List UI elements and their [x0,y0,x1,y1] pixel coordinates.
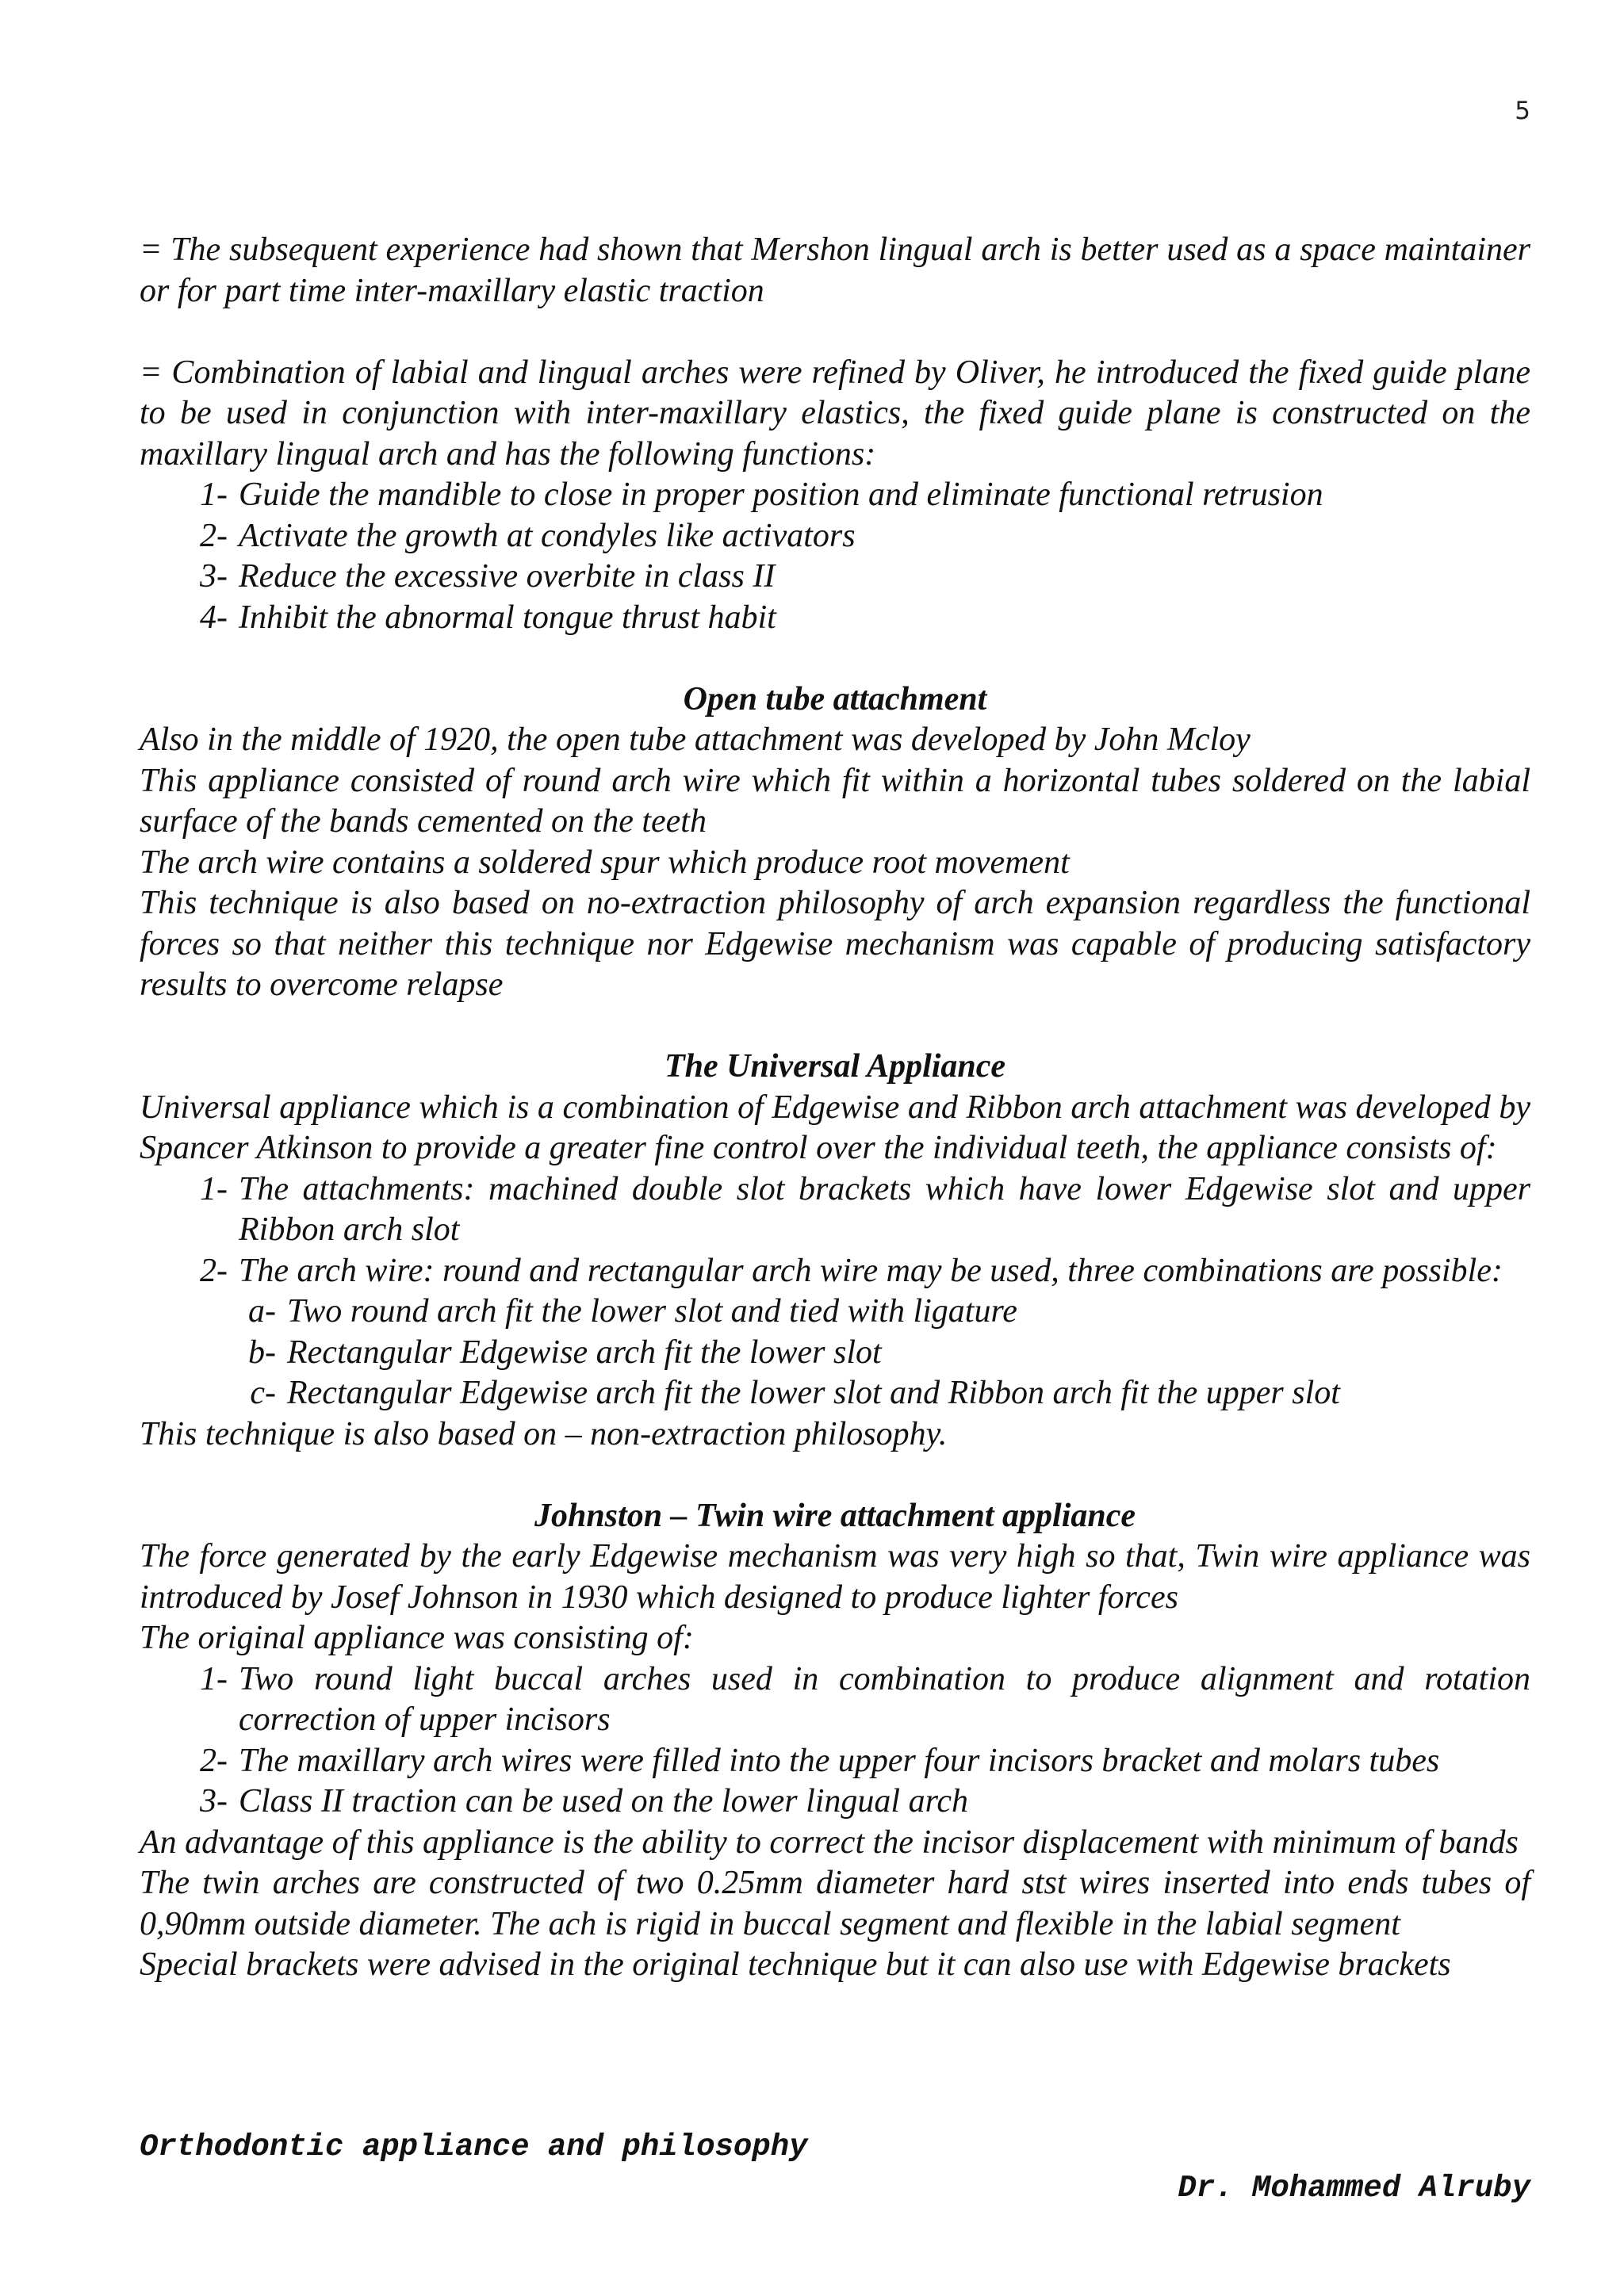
list-item [140,557,1530,598]
heading-open-tube: Open tube attachment [683,680,987,718]
list-item-text: The arch wire: round and rectangular arch wire may be used, three combinations are possible: [239,1252,1503,1289]
spacer [140,638,1530,679]
list-item-text: Two round light buccal arches used in combination to produce alignment and rotation correction of upper incisors [239,1660,1530,1738]
functions-list [140,475,1530,638]
list-item [140,1251,1530,1292]
list-item-number: 2- [200,517,228,554]
list-item [140,516,1530,557]
paragraph-universal-intro: Universal appliance which is a combination of Edgewise and Ribbon arch attachment was developed by Spancer Atkinson to provide a greater fine control over the individual teeth, the appliance consists of: [140,1089,1530,1166]
list-item-number: 2- [200,1742,228,1779]
paragraph-johnston-special: Special brackets were advised in the original technique but it can also use with Edgewise brackets [140,1946,1451,1983]
spacer [140,1006,1530,1047]
list-item-text: Inhibit the abnormal tongue thrust habit [239,599,776,636]
spacer [140,312,1530,353]
sub-list-item-text: Rectangular Edgewise arch fit the lower slot and Ribbon arch fit the upper slot [287,1375,1340,1411]
sub-list-item-letter: a- [248,1293,276,1330]
paragraph-universal-closing: This technique is also based on – non-extraction philosophy. [140,1415,948,1452]
list-item [140,1741,1530,1782]
list-item-number: 2- [200,1252,228,1289]
page-number: 5 [1515,97,1530,125]
sub-list-item [140,1292,1530,1333]
sub-list-item [140,1333,1530,1374]
heading-universal: The Universal Appliance [664,1048,1006,1085]
list-item [140,1169,1530,1251]
list-item [140,1781,1530,1823]
paragraph-johnston-advantage: An advantage of this appliance is the ability to correct the incisor displacement with minimum of bands [140,1823,1519,1861]
list-item-text: Class II traction can be used on the lower lingual arch [239,1783,969,1820]
list-item-number: 3- [200,558,228,595]
footer-author: Dr. Mohammed Alruby [1178,2171,1530,2206]
paragraph-johnston-intro: The force generated by the early Edgewise mechanism was very high so that, Twin wire appliance was introduced by Josef Johnson in 1930 which designed to produce lighter forces [140,1538,1530,1616]
list-item-text: The attachments: machined double slot brackets which have lower Edgewise slot and upper Ribbon arch slot [239,1170,1530,1248]
list-item-number: 4- [200,599,228,636]
list-item-text: Guide the mandible to close in proper position and eliminate functional retrusion [239,476,1323,513]
universal-list [140,1169,1530,1414]
list-item-number: 1- [200,1170,228,1207]
sub-list-item-letter: b- [248,1334,276,1371]
paragraph-johnston-twin-arches: The twin arches are constructed of two 0.25mm diameter hard stst wires inserted into ends tubes of 0,90mm outside diameter. The ach is rigid in buccal segment and flexible in the labial segment [140,1865,1530,1942]
list-item [140,598,1530,639]
spacer [140,1455,1530,1496]
footer-title: Orthodontic appliance and philosophy [140,2130,808,2164]
list-item [140,475,1530,516]
document-body [140,230,1530,1986]
list-item-number: 1- [200,1660,228,1697]
list-item-text: The maxillary arch wires were filled into the upper four incisors bracket and molars tubes [239,1742,1440,1779]
paragraph-mershon: = The subsequent experience had shown that Mershon lingual arch is better used as a space maintainer or for part time inter-maxillary elastic traction [140,232,1530,309]
list-item [140,1659,1530,1741]
sub-list-item-text: Two round arch fit the lower slot and tied with ligature [287,1293,1017,1330]
paragraph-open-tube-2: This appliance consisted of round arch wire which fit within a horizontal tubes soldered on the labial surface of the bands cemented on the teeth [140,762,1530,840]
paragraph-johnston-list-intro: The original appliance was consisting of: [140,1620,694,1656]
heading-johnston: Johnston – Twin wire attachment appliance [534,1497,1136,1534]
paragraph-oliver: = Combination of labial and lingual arches were refined by Oliver, he introduced the fixed guide plane to be used in conjunction with inter-maxillary elastics, the fixed guide plane is constructed on the maxillary lingual arch and has the following functions: [140,354,1530,473]
paragraph-open-tube-1: Also in the middle of 1920, the open tube attachment was developed by John Mcloy [140,721,1251,758]
paragraph-open-tube-3: The arch wire contains a soldered spur which produce root movement [140,844,1070,881]
sub-list-item [140,1373,1530,1414]
paragraph-open-tube-4: This technique is also based on no-extraction philosophy of arch expansion regardless the functional forces so that neither this technique nor Edgewise mechanism was capable of producing satisfactory results to overcome relapse [140,885,1530,1003]
sub-list-item-letter: c- [250,1375,276,1411]
list-item-text: Reduce the excessive overbite in class II [239,558,776,595]
johnston-list [140,1659,1530,1823]
list-item-number: 1- [200,476,228,513]
sub-list-item-text: Rectangular Edgewise arch fit the lower slot [287,1334,882,1371]
list-item-text: Activate the growth at condyles like activators [239,517,856,554]
list-item-number: 3- [200,1783,228,1820]
